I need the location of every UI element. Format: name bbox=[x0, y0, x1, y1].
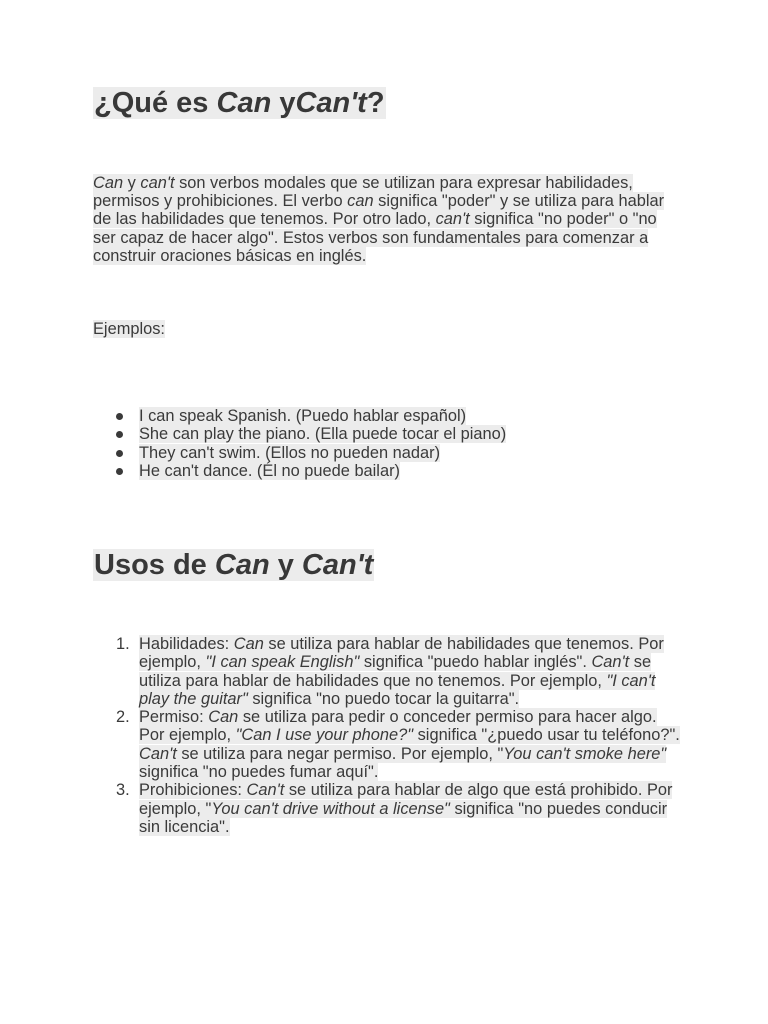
title-term-can: Can bbox=[216, 87, 272, 119]
item-text: Habilidades: bbox=[139, 635, 234, 653]
list-number: 2. bbox=[116, 708, 130, 727]
item-text: se utiliza para hablar de habilidades que tenemos. Por ejemplo, bbox=[139, 635, 664, 672]
title-text: y bbox=[269, 549, 302, 581]
list-item bbox=[93, 708, 683, 781]
item-text: significa "no puedes fumar aquí". bbox=[139, 763, 379, 782]
title-text: y bbox=[271, 87, 296, 119]
term-can: Can bbox=[93, 174, 124, 192]
term-can: can bbox=[347, 192, 374, 211]
bullet-icon bbox=[116, 431, 123, 438]
term-can: Can bbox=[233, 635, 264, 653]
item-text: se utiliza para hablar de algo que está prohibido. Por ejemplo, " bbox=[139, 781, 673, 818]
item-text: Permiso: bbox=[139, 708, 209, 727]
item-text: se utiliza para hablar de habilidades que no tenemos. Por ejemplo, bbox=[139, 653, 652, 690]
example-quote: "I can't play the guitar" bbox=[139, 671, 656, 708]
example-text: I can speak Spanish. (Puedo hablar español) bbox=[139, 407, 467, 425]
list-item bbox=[93, 444, 506, 462]
title-term-cant: Can't bbox=[295, 87, 367, 119]
term-cant: can't bbox=[435, 210, 470, 229]
title-term-can: Can bbox=[214, 549, 270, 581]
item-text: significa "no puedes conducir sin licencia". bbox=[139, 799, 668, 836]
item-text: se utiliza para negar permiso. Por ejemplo, " bbox=[176, 744, 504, 763]
example-text: She can play the piano. (Ella puede tocar el piano) bbox=[139, 425, 507, 444]
item-text: significa "puedo hablar inglés". bbox=[359, 653, 592, 672]
term-cant: Can't bbox=[139, 744, 177, 763]
item-text: se utiliza para pedir o conceder permiso para hacer algo. Por ejemplo, bbox=[139, 708, 657, 745]
list-item bbox=[93, 635, 683, 708]
list-number: 3. bbox=[116, 781, 130, 800]
example-quote: "I can speak English" bbox=[205, 653, 360, 672]
example-quote: You can't smoke here" bbox=[503, 744, 667, 763]
examples-label bbox=[93, 320, 165, 338]
list-item bbox=[93, 462, 506, 480]
paragraph-text: son verbos modales que se utilizan para expresar habilidades, permisos y prohibiciones. El verbo bbox=[93, 174, 633, 211]
list-item bbox=[93, 407, 506, 425]
examples-label-text: Ejemplos: bbox=[93, 320, 165, 338]
bullet-icon bbox=[116, 413, 123, 420]
page-title bbox=[93, 86, 386, 120]
paragraph-text: significa "no poder" o "no ser capaz de hacer algo". Estos verbos son fundamentales para comenzar a construir oraciones básicas en inglés. bbox=[93, 210, 657, 265]
intro-paragraph bbox=[93, 174, 683, 265]
list-number: 1. bbox=[116, 635, 130, 653]
examples-list bbox=[93, 407, 506, 481]
title-text: ¿Qué es bbox=[94, 87, 217, 119]
item-text: Prohibiciones: bbox=[139, 781, 247, 800]
term-cant: Can't bbox=[591, 653, 630, 672]
bullet-icon bbox=[116, 450, 123, 457]
paragraph-text: y bbox=[123, 174, 141, 192]
term-cant: can't bbox=[140, 174, 175, 192]
list-item bbox=[93, 425, 506, 443]
example-quote: "Can I use your phone?" bbox=[235, 726, 414, 745]
bullet-icon bbox=[116, 468, 123, 475]
paragraph-text: significa "poder" y se utiliza para hablar de las habilidades que tenemos. Por otro lado, bbox=[93, 192, 665, 229]
example-text: They can't swim. (Ellos no pueden nadar) bbox=[139, 443, 441, 462]
title-term-cant: Can't bbox=[301, 549, 374, 581]
title-text: ? bbox=[366, 87, 385, 119]
example-text: He can't dance. (Él no puede bailar) bbox=[139, 462, 400, 481]
item-text: significa "¿puedo usar tu teléfono?". bbox=[413, 726, 680, 745]
title-text: Usos de bbox=[94, 549, 215, 581]
item-text: significa "no puedo tocar la guitarra". bbox=[247, 689, 520, 708]
section-title bbox=[93, 548, 374, 582]
list-item bbox=[93, 781, 683, 836]
term-can: Can bbox=[208, 708, 239, 727]
uses-list bbox=[93, 635, 683, 836]
term-cant: Can't bbox=[246, 781, 285, 800]
example-quote: You can't drive without a license" bbox=[211, 799, 450, 818]
